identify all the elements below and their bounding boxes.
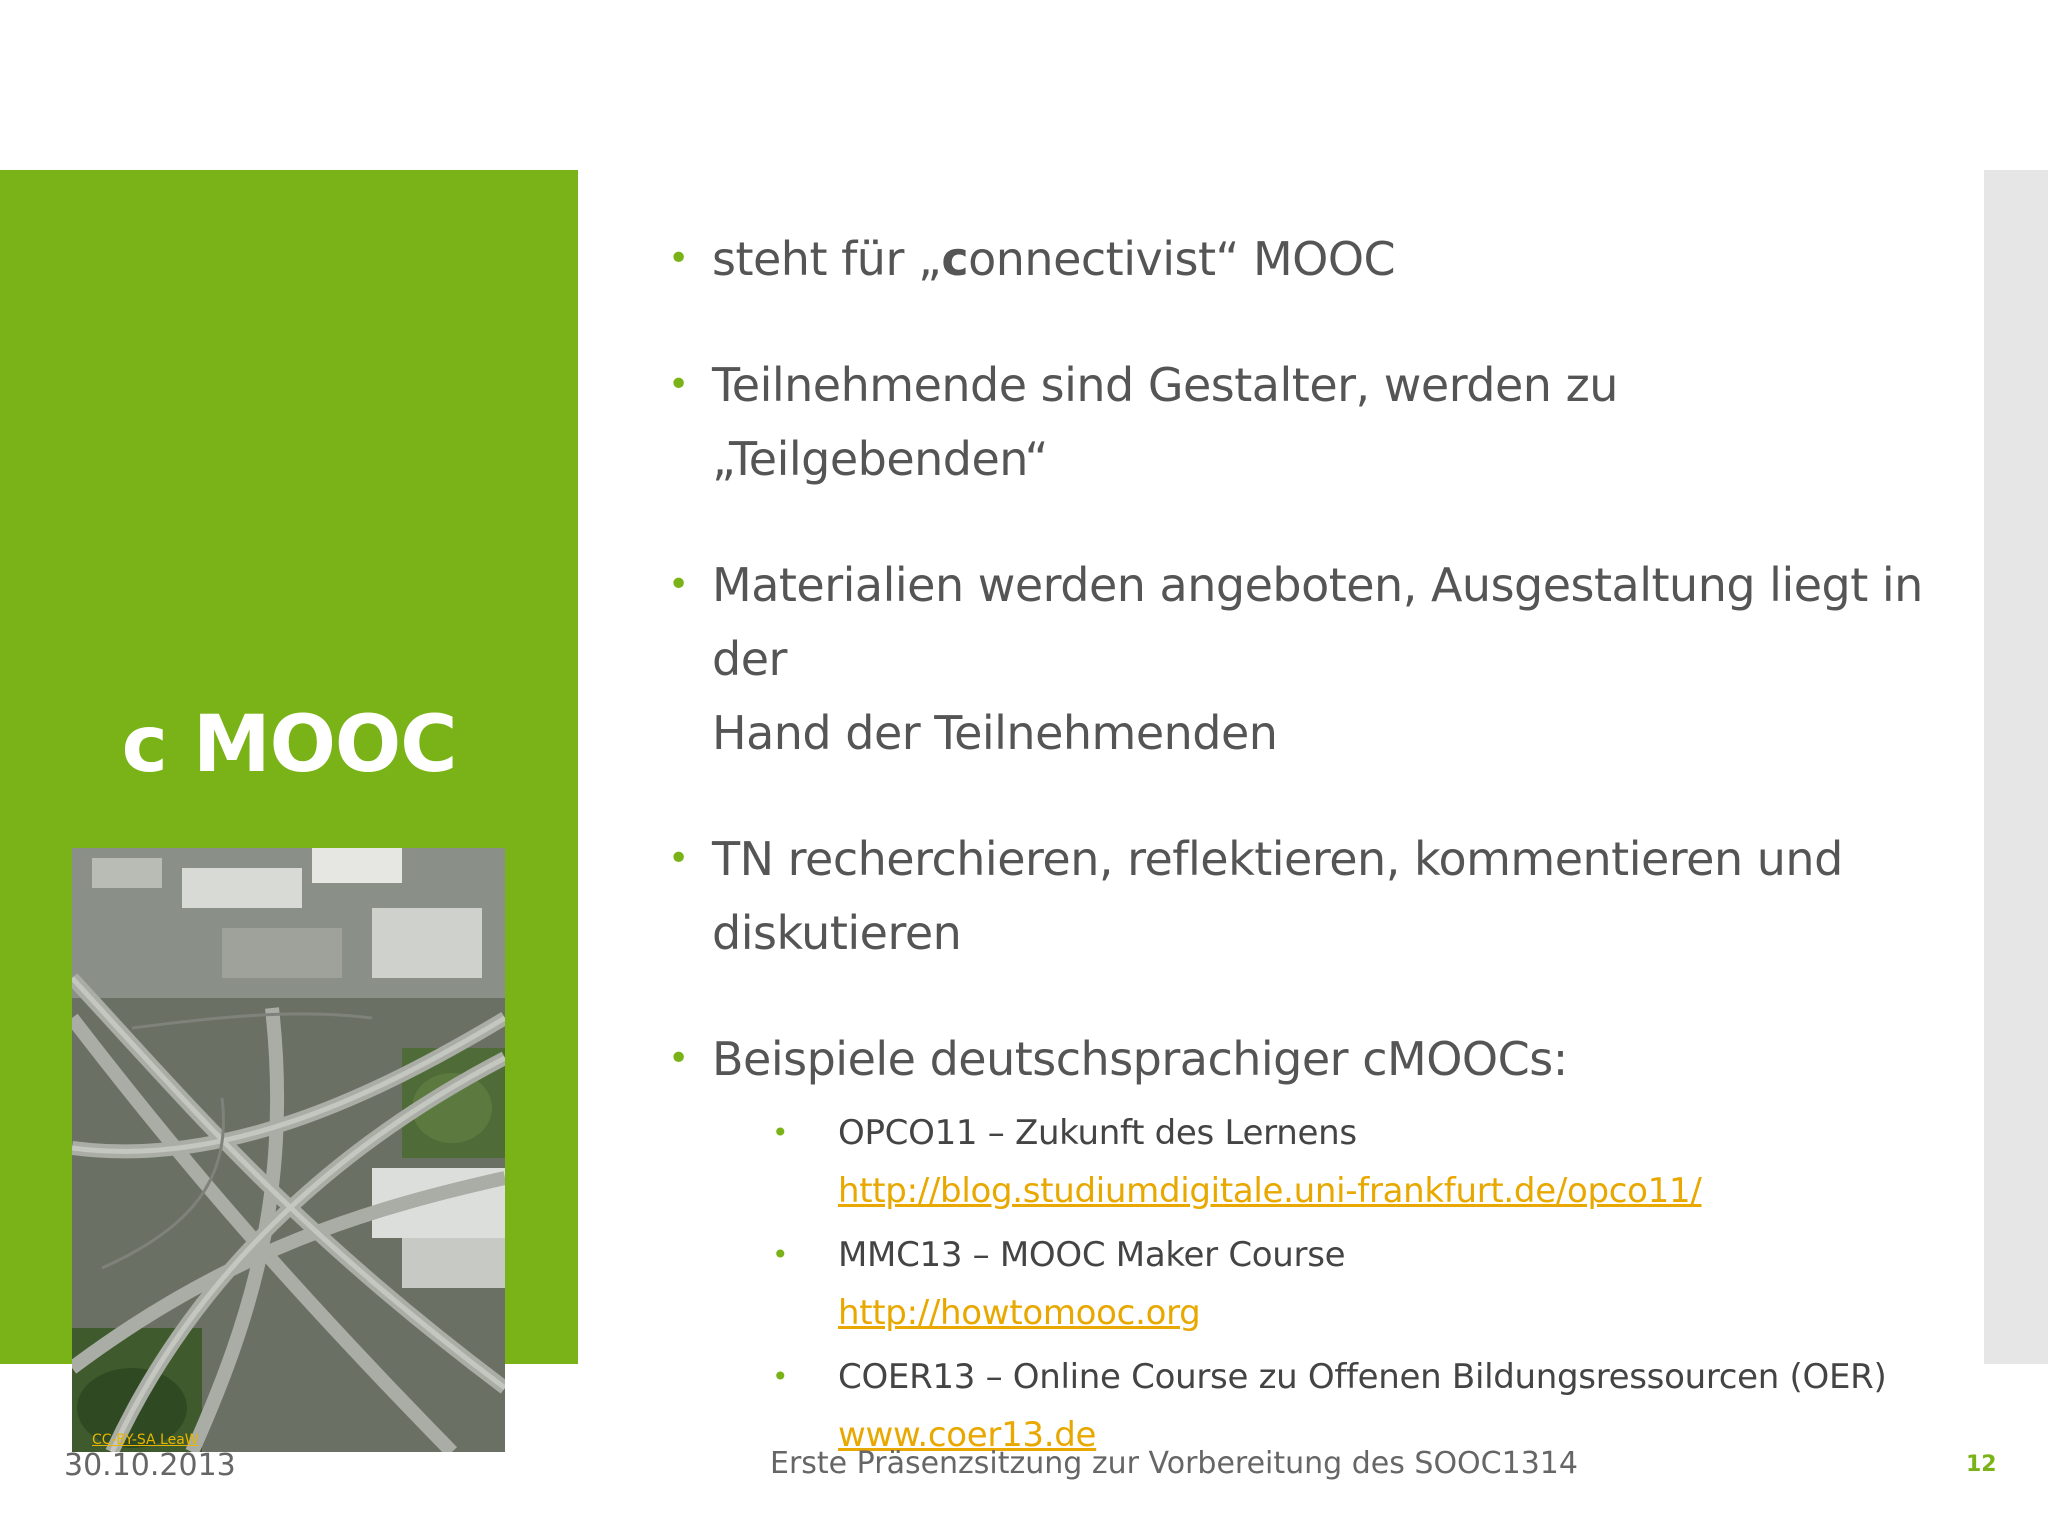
bullet-bold-letter: c [941, 232, 969, 286]
footer-title: Erste Präsenzsitzung zur Vorbereitung des SOOC1314 [770, 1446, 1578, 1481]
bullet-beispiele [664, 1022, 1964, 1096]
example-link-coer13[interactable]: www.coer13.de [838, 1415, 1097, 1455]
bullet-dot-icon: • [668, 364, 689, 405]
example-item-mmc13 [664, 1226, 1964, 1342]
bullet-text: Teilnehmende sind Gestalter, werden zu „Teilgebenden“ [712, 358, 1618, 486]
bullet-dot-icon: • [772, 1360, 789, 1393]
bullet-materialien [664, 548, 1964, 770]
title-panel [0, 170, 578, 1448]
example-item-opco11 [664, 1104, 1964, 1220]
bullet-text: Beispiele deutschsprachiger cMOOCs: [712, 1032, 1568, 1086]
bullet-dot-icon: • [668, 238, 689, 279]
bullet-teilnehmende [664, 348, 1964, 496]
bullet-dot-icon: • [668, 838, 689, 879]
example-label: COER13 – Online Course zu Offenen Bildungsressourcen (OER) [838, 1357, 1887, 1397]
slide-title: c MOOC [121, 700, 457, 790]
example-link-opco11[interactable]: http://blog.studiumdigitale.uni-frankfurt.de/opco11/ [838, 1171, 1702, 1211]
bullet-dot-icon: • [668, 564, 689, 605]
page-number: 12 [1966, 1452, 1997, 1477]
bullet-text-line1: TN recherchieren, reflektieren, kommentieren und [712, 832, 1843, 886]
bullet-dot-icon: • [772, 1116, 789, 1149]
bullet-list [664, 222, 1964, 1470]
bullet-dot-icon: • [772, 1238, 789, 1271]
photo-credit-link[interactable]: CC-BY-SA LeaW [92, 1432, 199, 1448]
bullet-text-line2: diskutieren [712, 906, 962, 960]
aerial-photo-illustration [72, 848, 505, 1452]
bullet-tn [664, 822, 1964, 970]
bullet-text: onnectivist“ MOOC [968, 232, 1396, 286]
bullet-text-line2: Hand der Teilnehmenden [712, 706, 1278, 760]
right-decor-strip [1984, 170, 2048, 1364]
bullet-connectivist [664, 222, 1964, 296]
example-label: MMC13 – MOOC Maker Course [838, 1235, 1346, 1275]
example-label: OPCO11 – Zukunft des Lernens [838, 1113, 1357, 1153]
example-link-mmc13[interactable]: http://howtomooc.org [838, 1293, 1201, 1333]
highway-interchange-photo [72, 848, 505, 1452]
footer-date: 30.10.2013 [64, 1448, 236, 1483]
bullet-text-line1: Materialien werden angeboten, Ausgestaltung liegt in der [712, 558, 1923, 686]
bullet-text: steht für „ [712, 232, 942, 286]
bullet-dot-icon: • [668, 1038, 689, 1079]
